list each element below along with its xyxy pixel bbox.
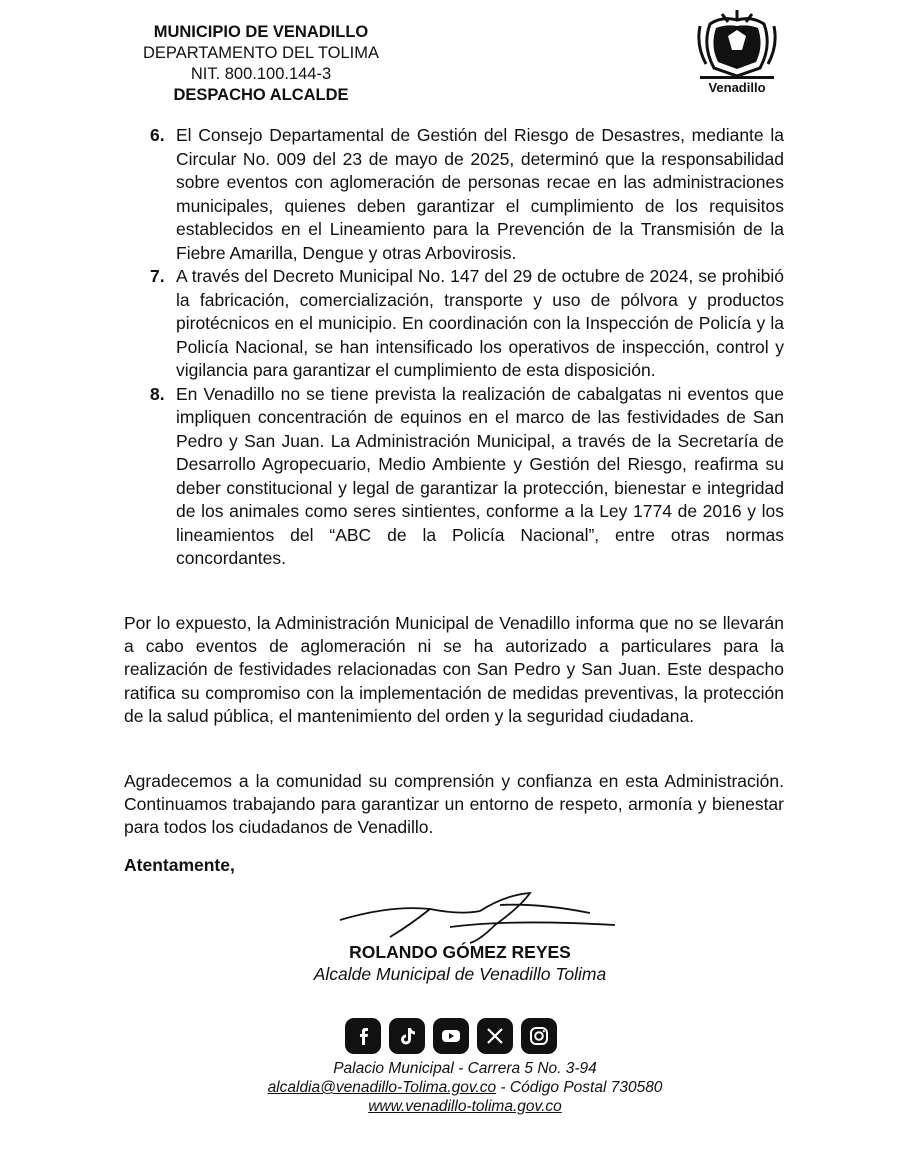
logo-wordmark: Venadillo — [708, 80, 766, 95]
facebook-icon[interactable] — [345, 1018, 381, 1054]
youtube-icon[interactable] — [433, 1018, 469, 1054]
tiktok-icon[interactable] — [389, 1018, 425, 1054]
item-number: 6. — [150, 125, 165, 145]
social-links — [345, 1018, 557, 1054]
footer-postal-code: - Código Postal 730580 — [496, 1079, 663, 1096]
office-name: DESPACHO ALCALDE — [173, 86, 349, 104]
department-name: DEPARTAMENTO DEL TOLIMA — [143, 44, 379, 62]
list-item — [150, 383, 784, 571]
closing-salutation: Atentamente, — [124, 855, 235, 875]
item-number: 8. — [150, 383, 165, 404]
footer-contact — [200, 1078, 730, 1098]
municipal-logo — [692, 6, 782, 98]
list-item — [150, 124, 784, 265]
footer-website — [200, 1097, 730, 1117]
handwritten-signature — [330, 885, 620, 945]
signer-name: ROLANDO GÓMEZ REYES — [349, 942, 571, 962]
numbered-list — [150, 124, 784, 571]
municipality-name: MUNICIPIO DE VENADILLO — [153, 23, 369, 41]
letterhead — [126, 22, 396, 106]
item-number: 7. — [150, 266, 165, 286]
signer-role: Alcalde Municipal de Venadillo Tolima — [313, 964, 607, 984]
footer-email-link[interactable]: alcaldia@venadillo-Tolima.gov.co — [267, 1079, 497, 1096]
footer-website-link[interactable]: www.venadillo-tolima.gov.co — [368, 1098, 562, 1115]
list-item — [150, 265, 784, 383]
item-text: En Venadillo no se tiene prevista la realización de cabalgatas ni eventos que impliquen concentración de equinos en el marco de las festividades de San Pedro y San Juan. La Administración Municipal, a través de la Secretaría de Desarrollo Agropecuario, Medio Ambiente y Gestión del Riesgo, reafirma su deber constitucional y legal de garantizar la protección, bienestar e integridad de los animales como seres sintientes, conforme a la Ley 1774 de 2016 y los lineamientos del “ABC de la Policía Nacional”, entre otras normas concordantes. — [176, 383, 784, 568]
conclusion-paragraph: Por lo expuesto, la Administración Municipal de Venadillo informa que no se llevarán a cabo eventos de aglomeración ni se ha autorizado a particulares para la realización de festividades relacionadas con San Pedro y San Juan. Este despacho ratifica su compromiso con la implementación de medidas preventivas, la protección de la salud pública, el mantenimiento del orden y la seguridad ciudadana. — [124, 613, 784, 726]
instagram-icon[interactable] — [521, 1018, 557, 1054]
thanks-paragraph: Agradecemos a la comunidad su comprensión y confianza en esta Administración. Continuamos trabajando para garantizar un entorno de respeto, armonía y bienestar para todos los ciudadanos de Venadillo. — [124, 771, 784, 838]
item-text: El Consejo Departamental de Gestión del Riesgo de Desastres, mediante la Circular No. 009 del 23 de mayo de 2025, determinó que la responsabilidad sobre eventos con aglomeración de personas recae en las administraciones municipales, quienes deben garantizar el cumplimiento de los requisitos establecidos en el Lineamiento para la Prevención de la Transmisión de la Fiebre Amarilla, Dengue y otras Arbovirosis. — [176, 125, 784, 263]
x-icon[interactable] — [477, 1018, 513, 1054]
item-text: A través del Decreto Municipal No. 147 del 29 de octubre de 2024, se prohibió la fabricación, comercialización, transporte y uso de pólvora y productos pirotécnicos en el municipio. En coordinación con la Inspección de Policía y la Policía Nacional, se han intensificado los operativos de inspección, control y vigilancia para garantizar el cumplimiento de esta disposición. — [176, 266, 784, 380]
nit-number: NIT. 800.100.144-3 — [190, 65, 332, 83]
footer-address: Palacio Municipal - Carrera 5 No. 3-94 — [333, 1060, 597, 1077]
